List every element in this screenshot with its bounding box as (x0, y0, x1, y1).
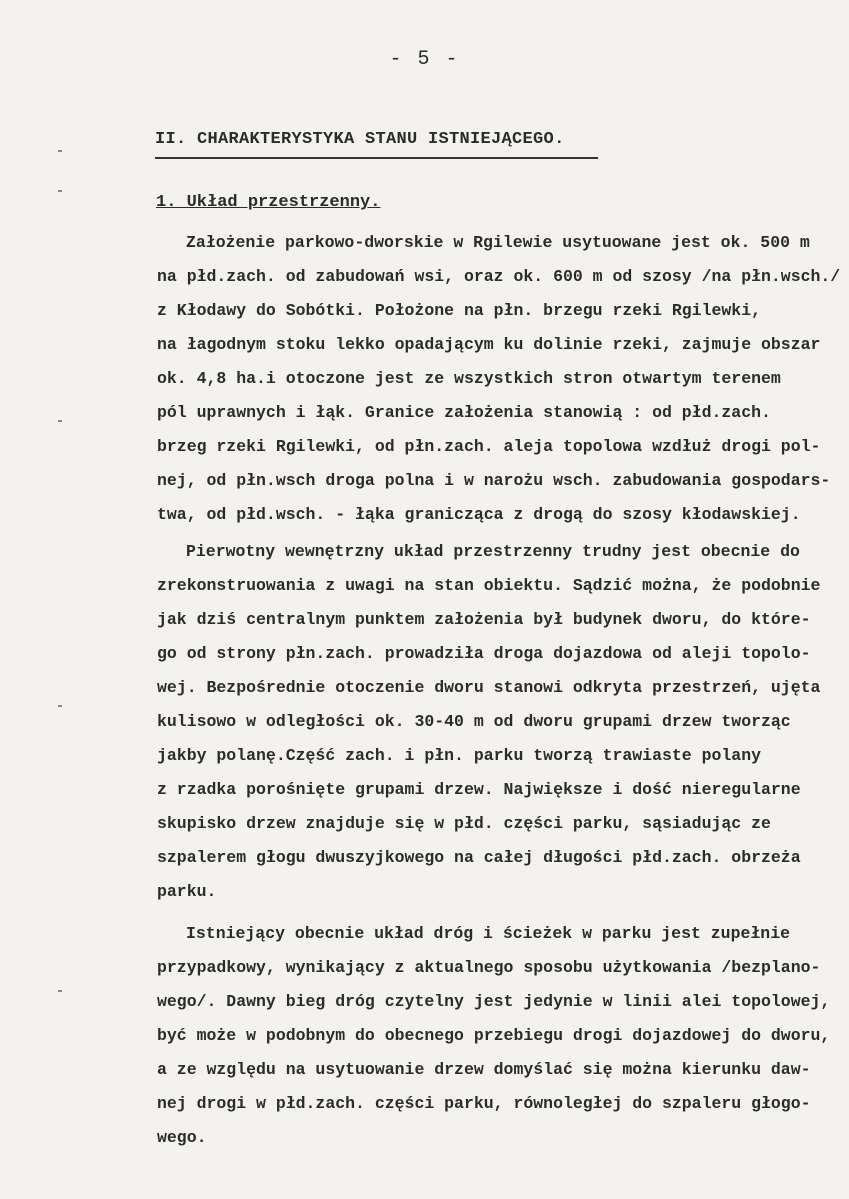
text-line: na łagodnym stoku lekko opadającym ku dolinie rzeki, zajmuje obszar (157, 335, 821, 354)
text-line: szpalerem głogu dwuszyjkowego na całej długości płd.zach. obrzeża (157, 848, 801, 867)
text-line: przypadkowy, wynikający z aktualnego sposobu użytkowania /bezplano- (157, 958, 821, 977)
text-line: na płd.zach. od zabudowań wsi, oraz ok. 600 m od szosy /na płn.wsch./ (157, 267, 841, 286)
text-line: ok. 4,8 ha.i otoczone jest ze wszystkich stron otwartym terenem (157, 369, 781, 388)
margin-mark (58, 190, 62, 192)
text-line: z rzadka porośnięte grupami drzew. Największe i dość nieregularne (157, 780, 801, 799)
section-title: II. CHARAKTERYSTYKA STANU ISTNIEJĄCEGO. (155, 130, 565, 149)
text-line: jak dziś centralnym punktem założenia był budynek dworu, do które- (157, 610, 811, 629)
text-line: nej, od płn.wsch droga polna i w narożu wsch. zabudowania gospodars- (157, 471, 831, 490)
text-line: Istniejący obecnie układ dróg i ścieżek w parku jest zupełnie (186, 924, 790, 943)
text-line: skupisko drzew znajduje się w płd. części parku, sąsiadując ze (157, 814, 771, 833)
section-title-underline (155, 157, 598, 159)
text-line: kulisowo w odległości ok. 30-40 m od dworu grupami drzew tworząc (157, 712, 791, 731)
margin-mark (58, 150, 62, 152)
text-line: parku. (157, 882, 217, 901)
text-line: Założenie parkowo-dworskie w Rgilewie usytuowane jest ok. 500 m (186, 233, 810, 252)
text-line: go od strony płn.zach. prowadziła droga dojazdowa od aleji topolo- (157, 644, 811, 663)
text-line: wego/. Dawny bieg dróg czytelny jest jedynie w linii alei topolowej, (157, 992, 831, 1011)
subsection-title: 1. Układ przestrzenny. (156, 193, 381, 212)
text-line: twa, od płd.wsch. - łąka granicząca z drogą do szosy kłodawskiej. (157, 505, 801, 524)
text-line: brzeg rzeki Rgilewki, od płn.zach. aleja topolowa wzdłuż drogi pol- (157, 437, 821, 456)
margin-mark (58, 420, 62, 422)
text-line: być może w podobnym do obecnego przebiegu drogi dojazdowej do dworu, (157, 1026, 831, 1045)
text-line: jakby polanę.Część zach. i płn. parku tworzą trawiaste polany (157, 746, 761, 765)
text-line: zrekonstruowania z uwagi na stan obiektu. Sądzić można, że podobnie (157, 576, 821, 595)
page-number: - 5 - (389, 48, 460, 71)
text-line: wego. (157, 1128, 207, 1147)
text-line: nej drogi w płd.zach. części parku, równoległej do szpaleru głogo- (157, 1094, 811, 1113)
text-line: wej. Bezpośrednie otoczenie dworu stanowi odkryta przestrzeń, ujęta (157, 678, 821, 697)
text-line: Pierwotny wewnętrzny układ przestrzenny trudny jest obecnie do (186, 542, 800, 561)
text-line: pól uprawnych i łąk. Granice założenia stanowią : od płd.zach. (157, 403, 771, 422)
margin-mark (58, 990, 62, 992)
text-line: z Kłodawy do Sobótki. Położone na płn. brzegu rzeki Rgilewki, (157, 301, 761, 320)
margin-mark (58, 705, 62, 707)
text-line: a ze względu na usytuowanie drzew domyślać się można kierunku daw- (157, 1060, 811, 1079)
